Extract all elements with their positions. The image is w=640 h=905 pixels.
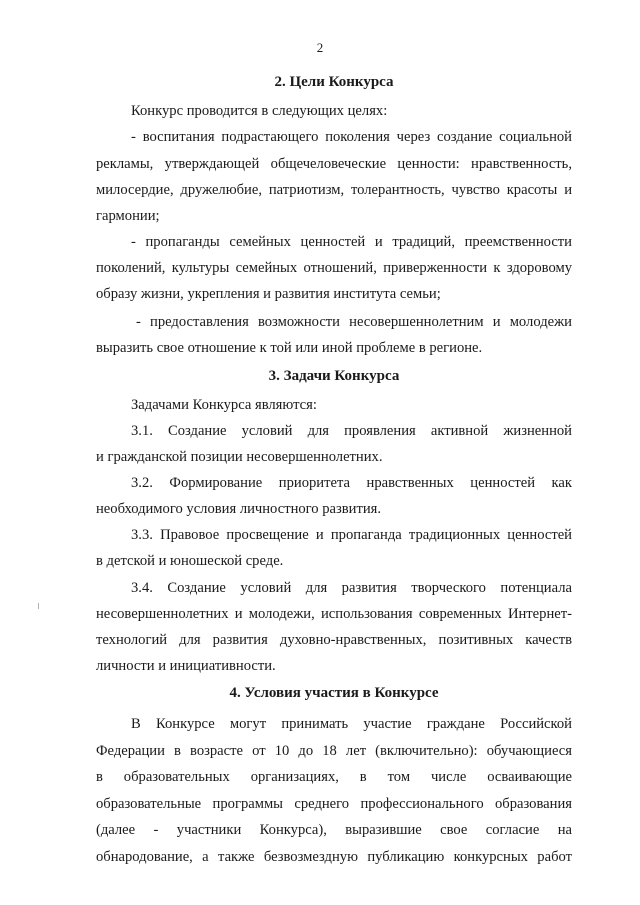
- text-line: и гражданской позиции несовершеннолетних.: [96, 449, 383, 465]
- text-line: образовательные программы среднего профессионального образования: [96, 796, 572, 812]
- text-line: 3.2. Формирование приоритета нравственных ценностей как: [131, 475, 572, 491]
- text-line: Конкурс проводится в следующих целях:: [131, 103, 388, 119]
- text-line: (далее - участники Конкурса), выразившие свое согласие на: [96, 822, 572, 838]
- text-line: Задачами Конкурса являются:: [131, 397, 317, 413]
- section-3-heading: 3. Задачи Конкурса: [268, 368, 400, 384]
- text-line: личности и инициативности.: [96, 658, 276, 674]
- text-line: поколений, культуры семейных отношений, приверженности к здоровому: [96, 260, 572, 276]
- text-line: 3.4. Создание условий для развития творческого потенциала: [131, 580, 572, 596]
- text-line: необходимого условия личностного развития.: [96, 501, 382, 517]
- text-line: образу жизни, укрепления и развития института семьи;: [96, 286, 441, 302]
- section-4-heading: 4. Условия участия в Конкурсе: [229, 685, 439, 701]
- page-number: 2: [316, 40, 324, 55]
- scan-mark: [38, 603, 39, 609]
- text-line: В Конкурсе могут принимать участие граждане Российской: [131, 716, 572, 732]
- section-2-heading: 2. Цели Конкурса: [274, 74, 394, 90]
- text-line: в детской и юношеской среде.: [96, 553, 284, 569]
- text-line: гармонии;: [96, 208, 160, 224]
- text-line: 3.1. Создание условий для проявления активной жизненной: [131, 423, 572, 439]
- text-line: выразить свое отношение к той или иной проблеме в регионе.: [96, 340, 483, 356]
- text-line: милосердие, дружелюбие, патриотизм, толерантность, чувство красоты и: [96, 182, 572, 198]
- text-line: рекламы, утверждающей общечеловеческие ценности: нравственность,: [96, 156, 572, 172]
- text-line: несовершеннолетних и молодежи, использования современных Интернет-: [96, 606, 572, 622]
- text-line: - предоставления возможности несовершеннолетним и молодежи: [136, 314, 572, 330]
- text-line: технологий для развития духовно-нравственных, позитивных качеств: [96, 632, 572, 648]
- text-line: 3.3. Правовое просвещение и пропаганда традиционных ценностей: [131, 527, 572, 543]
- text-line: обнародование, а также безвозмездную публикацию конкурсных работ: [96, 849, 572, 865]
- text-line: - воспитания подрастающего поколения через создание социальной: [131, 129, 572, 145]
- text-line: - пропаганды семейных ценностей и традиций, преемственности: [131, 234, 572, 250]
- text-line: Федерации в возрасте от 10 до 18 лет (включительно): обучающиеся: [96, 743, 572, 759]
- text-line: в образовательных организациях, в том числе осваивающие: [96, 769, 572, 785]
